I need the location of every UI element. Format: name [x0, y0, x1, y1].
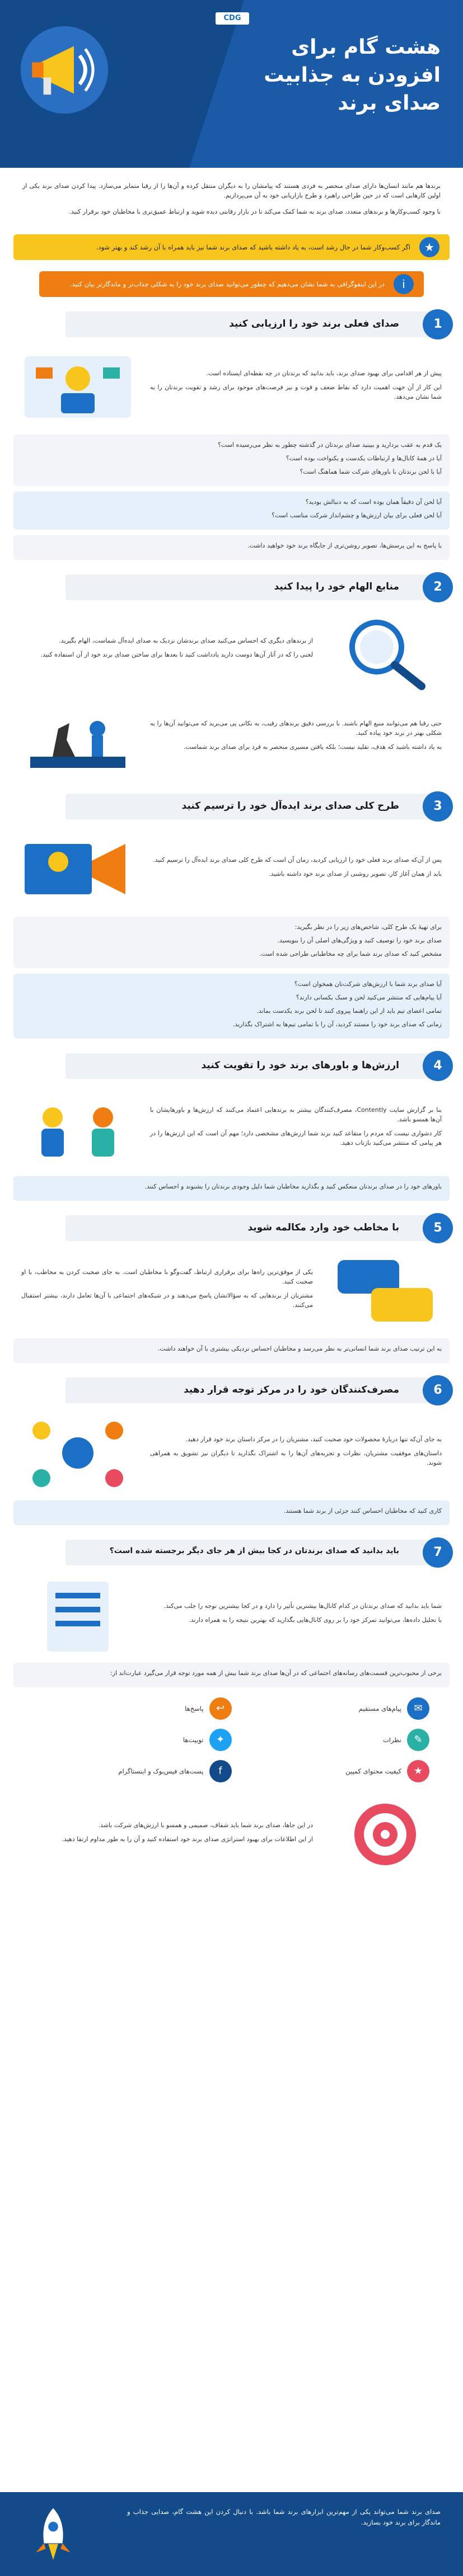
channel-item [232, 1697, 430, 1720]
section-number: 7 [423, 1537, 453, 1568]
rocket-icon [22, 2503, 84, 2565]
comment-icon: ✎ [407, 1729, 429, 1751]
section-heading-3 [13, 794, 450, 819]
footer [0, 2492, 463, 2576]
section-number: 1 [423, 309, 453, 339]
section-row [13, 1411, 450, 1495]
intro-text [0, 168, 463, 229]
section-title: صدای فعلی برند خود را ارزیابی کنید [229, 318, 399, 329]
question-box [13, 435, 450, 486]
paragraph: پیش از هر اقدامی برای بهبود صدای برند، باید بدانید که برندتان در چه نقطه‌ای ایستاده است. [206, 369, 442, 377]
grid-title-box [13, 1663, 450, 1687]
question-text: مشخص کنید که صدای برند شما برای چه مخاطبانی طراحی شده است. [259, 950, 442, 957]
section-row [13, 1573, 450, 1657]
page-title: هشت گام برای افزودن به جذابیت صدای برند [264, 36, 441, 115]
section-row [13, 1792, 450, 1876]
paragraph: با تحلیل داده‌ها، می‌توانید تمرکز خود را بر روی کانال‌هایی بگذارید که بهترین نتیجه را به همراه دارند. [189, 1616, 442, 1624]
team-illustration [13, 1087, 142, 1171]
section-number: 6 [423, 1375, 453, 1405]
social-post-icon: f [209, 1760, 232, 1782]
channel-grid [34, 1693, 429, 1787]
paragraph: داستان‌های موفقیت مشتریان، نظرات و تجربه‌های آن‌ها را به اشتراک بگذارید تا دیگران نیز تشویق به همراهی شوند. [150, 1449, 442, 1466]
chat-illustration [321, 1249, 450, 1333]
megaphone-icon [17, 22, 112, 117]
section-number: 5 [423, 1213, 453, 1243]
paragraph: بنا بر گزارش سایت Contently، مصرف‌کنندگان بیشتر به برندهایی اعتماد می‌کنند که ارزش‌ها و باورهایشان با آن‌ها همسو باشد. [150, 1106, 442, 1123]
section-title: با مخاطب خود وارد مکالمه شوید [247, 1222, 399, 1233]
question-text: آیا پیام‌هایی که منتشر می‌کنید لحن و سبک یکسانی دارند؟ [296, 994, 442, 1001]
section-row [13, 1249, 450, 1333]
section-row [13, 345, 450, 429]
channel-label: کیفیت محتوای کمپین [345, 1767, 401, 1775]
message-icon: ✉ [407, 1697, 429, 1720]
paragraph: از این اطلاعات برای بهبود استراتژی صدای برند خود استفاده کنید و آن را به طور مداوم ارتقا دهید. [62, 1836, 313, 1843]
question-text: آیا لحن آن دقیقاً همان بوده است که به دنبالش بودید؟ [305, 498, 442, 506]
footer-text: صدای برند شما می‌تواند یکی از مهم‌ترین ابزارهای برند شما باشد. با دنبال کردن این هشت گام، صدایی جذاب و ماندگار برای برند خود بسازید. [127, 2508, 441, 2526]
question-text: آیا با لحن برندتان با باورهای شرکت شما هماهنگ است؟ [300, 468, 442, 475]
paragraph: به جای آن‌که تنها دربارهٔ محصولات خود صحبت کنید، مشتریان را در مرکز داستان برند خود قرار دهید. [185, 1435, 442, 1443]
section-text [13, 1264, 321, 1318]
campaign-icon: ★ [407, 1760, 429, 1782]
question-text: یک قدم به عقب بردارید و ببینید صدای برندتان در گذشته چطور به نظر می‌رسیده است؟ [218, 441, 442, 449]
channel-label: پیام‌های مستقیم [358, 1705, 401, 1712]
section-heading-1 [13, 312, 450, 337]
section-text [13, 633, 321, 667]
section-heading-6 [13, 1377, 450, 1403]
section-text [142, 1431, 450, 1475]
paragraph: شما باید بدانید که صدای برندتان در کدام کانال‌ها بیشترین تأثیر را دارد و در کجا بیشترین توجه را جلب می‌کند. [163, 1602, 442, 1610]
paragraph: کار دشواری نیست که مردم را متقاعد کنید برند شما ارزش‌های مشخصی دارد؛ مهم آن است که این ارزش‌ها را در هر پیامی که منتشر می‌کنید بازتاب دهید. [150, 1130, 442, 1147]
magnifier-illustration [321, 608, 450, 692]
section-row [13, 1087, 450, 1171]
section-number: 3 [423, 791, 453, 822]
section-row [13, 827, 450, 911]
section-number: 2 [423, 572, 453, 602]
lightbulb-icon: ★ [419, 237, 439, 257]
question-text: آیا لحن فعلی برای بیان ارزش‌ها و چشم‌انداز شرکت مناسب است؟ [272, 512, 442, 519]
section-text [142, 1598, 450, 1633]
grid-title: برخی از محبوب‌ترین قسمت‌های رسانه‌های اجتماعی که در آن‌ها صدای برند شما بیش از همه مورد توجه قرار می‌گیرد عبارت‌اند از: [110, 1669, 442, 1677]
section-text [142, 1102, 450, 1155]
paragraph: در این جاها، صدای برند شما باید شفاف، صمیمی و همسو با ارزش‌های شرکت باشد. [98, 1822, 313, 1829]
section-heading-4 [13, 1053, 450, 1079]
question-text: صدای برند خود را توصیف کنید و ویژگی‌های اصلی آن را بنویسید. [277, 937, 442, 944]
info-icon: i [394, 274, 414, 294]
section-text [142, 365, 450, 409]
summary-text: با پاسخ به این پرسش‌ها، تصویر روشن‌تری از جایگاه برند خود خواهید داشت. [247, 542, 442, 549]
section-title: مصرف‌کنندگان خود را در مرکز توجه قرار دهید [184, 1384, 399, 1395]
reply-icon: ↩ [209, 1697, 232, 1720]
section-heading-2 [13, 574, 450, 600]
channel-label: توییت‌ها [183, 1736, 204, 1744]
intro-paragraph: با وجود کسب‌وکارها و برندهای متعدد، صدای برند به شما کمک می‌کند تا در بازار رقابتی دیده شوید و ارتباط عمیق‌تری با مخاطبان خود برقرار کنید. [69, 208, 441, 215]
question-text: آیا در همهٔ کانال‌ها و ارتباطات یکدست و یکنواخت بوده است؟ [286, 455, 442, 462]
checklist-illustration [13, 1573, 142, 1657]
paragraph: این کار از آن جهت اهمیت دارد که نقاط ضعف و قوت و نیز فرصت‌های موجود برای رشد و تقویت برندتان را به شما نشان می‌دهد. [150, 383, 442, 400]
question-box [13, 492, 450, 530]
question-box [13, 1176, 450, 1201]
section-heading-7 [13, 1540, 450, 1565]
paragraph: مشتریان از برندهایی که به سؤالاتشان پاسخ می‌دهند و در شبکه‌های اجتماعی با آن‌ها تعامل دارند، بیشتر استقبال می‌کنند. [21, 1292, 313, 1309]
paragraph: حتی رقبا هم می‌توانند منبع الهام باشند. با بررسی دقیق برندهای رقیب، به نکاتی پی می‌برید که می‌توانید آن‌ها را به شکلی بهتر در برند خود پیاده کنید. [150, 719, 442, 737]
channel-label: نظرات [382, 1736, 401, 1744]
channel-item [34, 1697, 232, 1720]
section-title: باید بدانید که صدای برندتان در کجا بیش از هر جای دیگر برجسته شده است؟ [109, 1546, 399, 1555]
summary-box [13, 535, 450, 560]
section-title: منابع الهام خود را پیدا کنید [274, 581, 399, 592]
hero-header [0, 0, 463, 168]
question-text: باورهای خود را در صدای برندتان منعکس کنید و بگذارید مخاطبان شما دلیل وجودی برندتان را بشنوند و احساس کنند. [144, 1183, 442, 1190]
network-illustration [13, 1411, 142, 1495]
brand-logo: CDG [216, 12, 249, 25]
section-row [13, 695, 450, 779]
speaker-illustration [13, 827, 142, 911]
presentation-illustration [13, 345, 142, 429]
paragraph: از برندهای دیگری که احساس می‌کنید صدای برندشان نزدیک به صدای ایده‌آل شماست، الهام بگیرید. [59, 637, 313, 644]
channel-item [34, 1729, 232, 1751]
tip-banner-text: اگر کسب‌وکار شما در حال رشد است، به یاد داشته باشید که صدای برند شما نیز باید همراه با آن رشد کند و بهتر شود. [96, 243, 410, 251]
section-text [142, 852, 450, 886]
question-box [13, 974, 450, 1039]
question-box [13, 917, 450, 968]
callout-banner-text: در این اینفوگرافی به شما نشان می‌دهیم که چطور می‌توانید صدای برند خود را به شکلی جذاب‌تر و ماندگارتر بیان کنید. [69, 280, 385, 288]
question-text: تمامی اعضای تیم باید از این راهنما پیروی کنند تا لحن برند یکدست بماند. [256, 1007, 442, 1015]
paragraph: باید از همان آغاز کار، تصویر روشنی از صدای برند خود داشته باشید. [269, 870, 442, 877]
callout-banner [39, 271, 424, 297]
question-box [13, 1501, 450, 1525]
paragraph: یکی از موفق‌ترین راه‌ها برای برقراری ارتباط، گفت‌وگو با مخاطبان است. به جای صحبت کردن به مخاطب، با او صحبت کنید. [21, 1268, 313, 1285]
intro-paragraph: برندها هم مانند انسان‌ها دارای صدای منحصر به فردی هستند که پیامشان را به دیگران منتقل کرده و آن‌ها را از رقبا متمایز می‌سازد. پیدا کردن صدای برند یکی از اولین کارهایی است که در حین طراحی راهبرد و طرح بازاریابی خود به آن می‌پردازیم. [22, 182, 441, 199]
section-text [13, 1817, 321, 1852]
chess-illustration [13, 695, 142, 779]
question-text: آیا صدای برند شما با ارزش‌های شرکت‌تان همخوان است؟ [294, 980, 442, 988]
question-text: کاری کنید که مخاطبان احساس کنند جزئی از برند شما هستند. [283, 1507, 442, 1515]
channel-item [232, 1760, 430, 1782]
section-row [13, 608, 450, 692]
section-title: ارزش‌ها و باورهای برند خود را تقویت کنید [201, 1060, 399, 1071]
question-text: به این ترتیب صدای برند شما انسانی‌تر به نظر می‌رسد و مخاطبان احساس نزدیکی بیشتری با آن خواهند داشت. [157, 1345, 442, 1352]
question-text: برای تهیهٔ یک طرح کلی، شاخص‌های زیر را در نظر بگیرید: [294, 923, 442, 931]
question-box [13, 1338, 450, 1363]
paragraph: به یاد داشته باشید که هدف، تقلید نیست؛ بلکه یافتن مسیری منحصر به فرد برای صدای برند شماست. [183, 743, 442, 751]
channel-item [232, 1729, 430, 1751]
paragraph: پس از آن‌که صدای برند فعلی خود را ارزیابی کردید، زمان آن است که طرح کلی صدای برند ایده‌آل را ترسیم کنید. [153, 856, 442, 864]
question-text: زمانی که صدای برند خود را مستند کردید، آن را با تمامی تیم‌ها به اشتراک بگذارید. [232, 1021, 442, 1028]
target-illustration [321, 1792, 450, 1876]
section-number: 4 [423, 1051, 453, 1081]
section-title: طرح کلی صدای برند ایده‌آل خود را ترسیم کنید [181, 800, 399, 812]
twitter-icon: ✦ [209, 1729, 232, 1751]
section-heading-5 [13, 1215, 450, 1241]
channel-label: پست‌های فیس‌بوک و اینستاگرام [118, 1767, 204, 1775]
paragraph: لحنی را که در آثار آن‌ها دوست دارید یادداشت کنید تا بعدها برای ساختن صدای برند خود از آن استفاده کنید. [40, 651, 313, 658]
section-text [142, 715, 450, 759]
tip-banner [13, 234, 450, 260]
channel-item [34, 1760, 232, 1782]
channel-label: پاسخ‌ها [185, 1705, 204, 1712]
